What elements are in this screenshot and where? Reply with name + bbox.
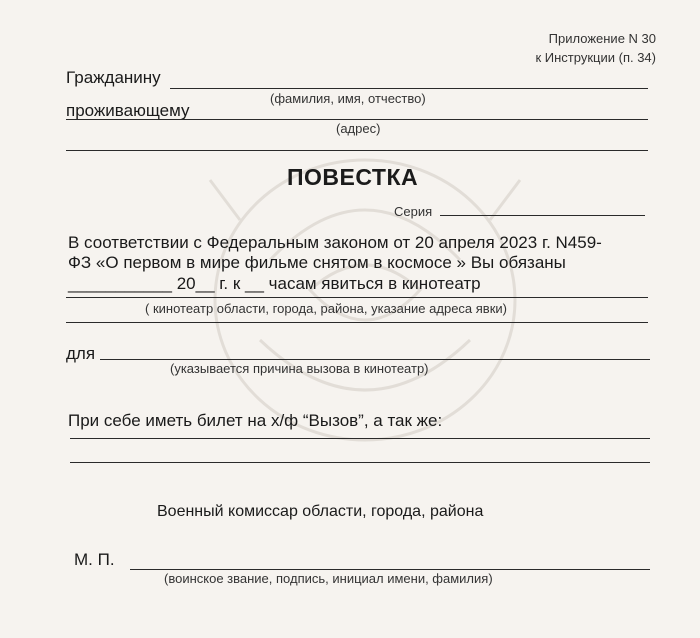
residing-line: [66, 119, 648, 120]
venue-line: [66, 297, 648, 298]
appendix-reference: к Инструкции (п. 34): [535, 50, 656, 65]
commissar-title: Военный комиссар области, города, района: [157, 503, 484, 520]
body-line-1: В соответствии с Федеральным законом от 20 апреля 2023 г. N459-: [68, 233, 602, 252]
appendix-number: Приложение N 30: [548, 31, 656, 46]
body-line-2: ФЗ «О первом в мире фильме снятом в космосе » Вы обязаны: [68, 253, 566, 272]
body-line-3: ___________ 20__ г. к __ часам явиться в кинотеатр: [68, 274, 481, 293]
venue-line-2: [66, 322, 648, 323]
venue-hint: ( кинотеатр области, города, района, указание адреса явки): [145, 301, 507, 316]
signature-hint: (воинское звание, подпись, инициал имени, фамилия): [164, 571, 493, 586]
series-line: [440, 215, 645, 216]
signature-line: [130, 569, 650, 570]
bring-line-2: [70, 462, 650, 463]
purpose-hint: (указывается причина вызова в кинотеатр): [170, 361, 429, 376]
citizen-name-hint: (фамилия, имя, отчество): [270, 91, 426, 106]
bring-instructions: При себе иметь билет на х/ф “Вызов”, а так же:: [68, 411, 443, 430]
bring-line-1: [70, 438, 650, 439]
citizen-label: Гражданину: [66, 68, 161, 87]
citizen-name-line: [170, 88, 648, 89]
document-title: ПОВЕСТКА: [287, 164, 419, 190]
residing-label: проживающему: [66, 101, 190, 120]
address-line: [66, 150, 648, 151]
series-label: Серия: [394, 204, 433, 219]
purpose-line: [100, 359, 650, 360]
address-hint: (адрес): [336, 121, 381, 136]
purpose-label: для: [66, 344, 96, 363]
stamp-label: М. П.: [74, 550, 115, 569]
